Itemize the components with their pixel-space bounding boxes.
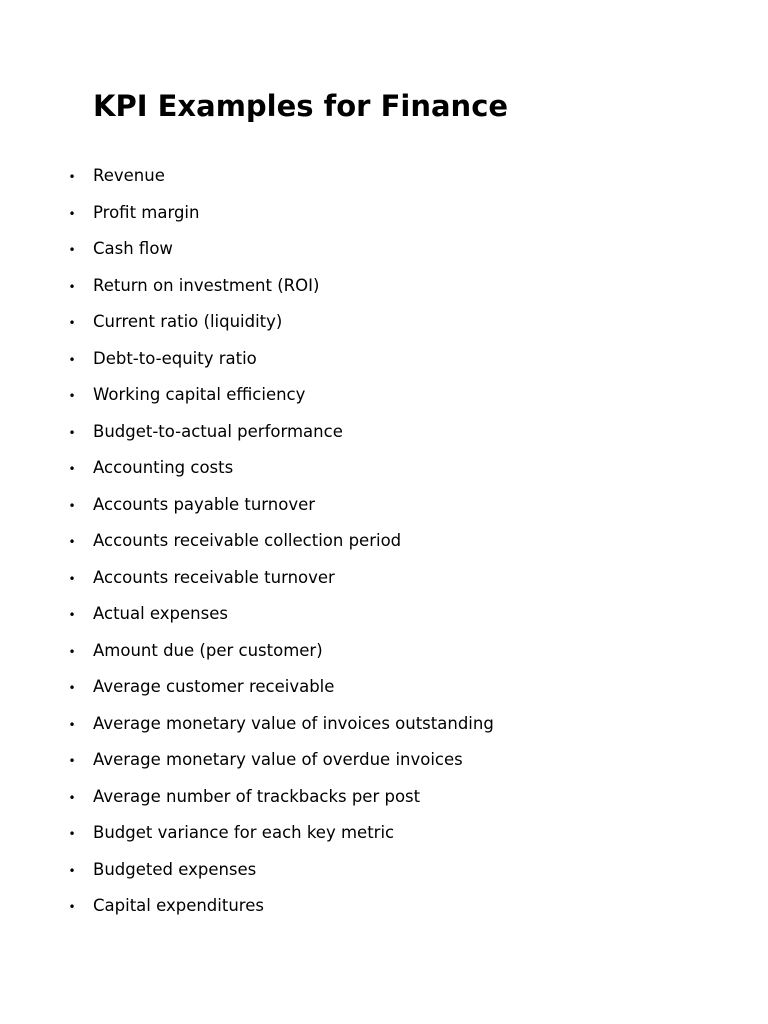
bullet-icon: • [68,790,76,805]
list-item-label: Actual expenses [93,604,228,623]
kpi-list [68,163,494,930]
list-item [68,528,494,565]
list-item [68,419,494,456]
list-item [68,200,494,237]
list-item [68,273,494,310]
bullet-icon: • [68,279,76,294]
list-item [68,747,494,784]
list-item [68,382,494,419]
bullet-icon: • [68,243,76,257]
list-item-label: Average customer receivable [93,677,335,696]
list-item [68,857,494,894]
list-item-label: Average monetary value of overdue invoices [93,750,463,769]
list-item [68,163,494,200]
list-item [68,784,494,821]
list-item [68,492,494,529]
bullet-icon: • [68,827,76,841]
bullet-icon: • [68,644,76,659]
list-item [68,711,494,748]
list-item-label: Average number of trackbacks per post [93,786,421,806]
bullet-icon: • [68,535,76,549]
bullet-icon: • [68,498,76,513]
bullet-icon: • [68,425,76,440]
list-item [68,455,494,492]
list-item-label: Budget variance for each key metric [93,823,395,842]
list-item-label: Working capital efficiency [93,385,306,404]
bullet-icon: • [68,352,76,367]
list-item [68,309,494,346]
list-item-label: Amount due (per customer) [93,640,323,660]
list-item [68,674,494,711]
list-item-label: Profit margin [93,202,200,222]
bullet-icon: • [68,863,76,878]
list-item-label: Cash flow [93,239,173,258]
list-item-label: Average monetary value of invoices outstanding [93,713,494,733]
bullet-icon: • [68,717,76,732]
bullet-icon: • [68,170,76,184]
list-item-label: Debt-to-equity ratio [93,348,257,368]
bullet-icon: • [68,316,76,330]
list-item-label: Current ratio (liquidity) [93,312,283,331]
bullet-icon: • [68,608,76,622]
list-item [68,893,494,930]
list-item-label: Accounts payable turnover [93,494,316,514]
document-title: KPI Examples for Finance [93,89,509,123]
bullet-icon: • [68,571,76,586]
bullet-icon: • [68,206,76,221]
bullet-icon: • [68,900,76,914]
list-item-label: Return on investment (ROI) [93,275,320,295]
list-item [68,346,494,383]
list-item [68,601,494,638]
list-item-label: Accounts receivable collection period [93,531,402,550]
list-item-label: Budgeted expenses [93,859,257,879]
list-item [68,820,494,857]
list-item-label: Accounts receivable turnover [93,567,335,587]
list-item [68,565,494,602]
list-item-label: Revenue [93,166,165,185]
bullet-icon: • [68,389,76,403]
list-item-label: Accounting costs [93,458,234,477]
list-item-label: Budget-to-actual performance [93,421,343,441]
list-item [68,236,494,273]
bullet-icon: • [68,462,76,476]
list-item-label: Capital expenditures [93,896,264,915]
bullet-icon: • [68,754,76,768]
list-item [68,638,494,675]
bullet-icon: • [68,681,76,695]
